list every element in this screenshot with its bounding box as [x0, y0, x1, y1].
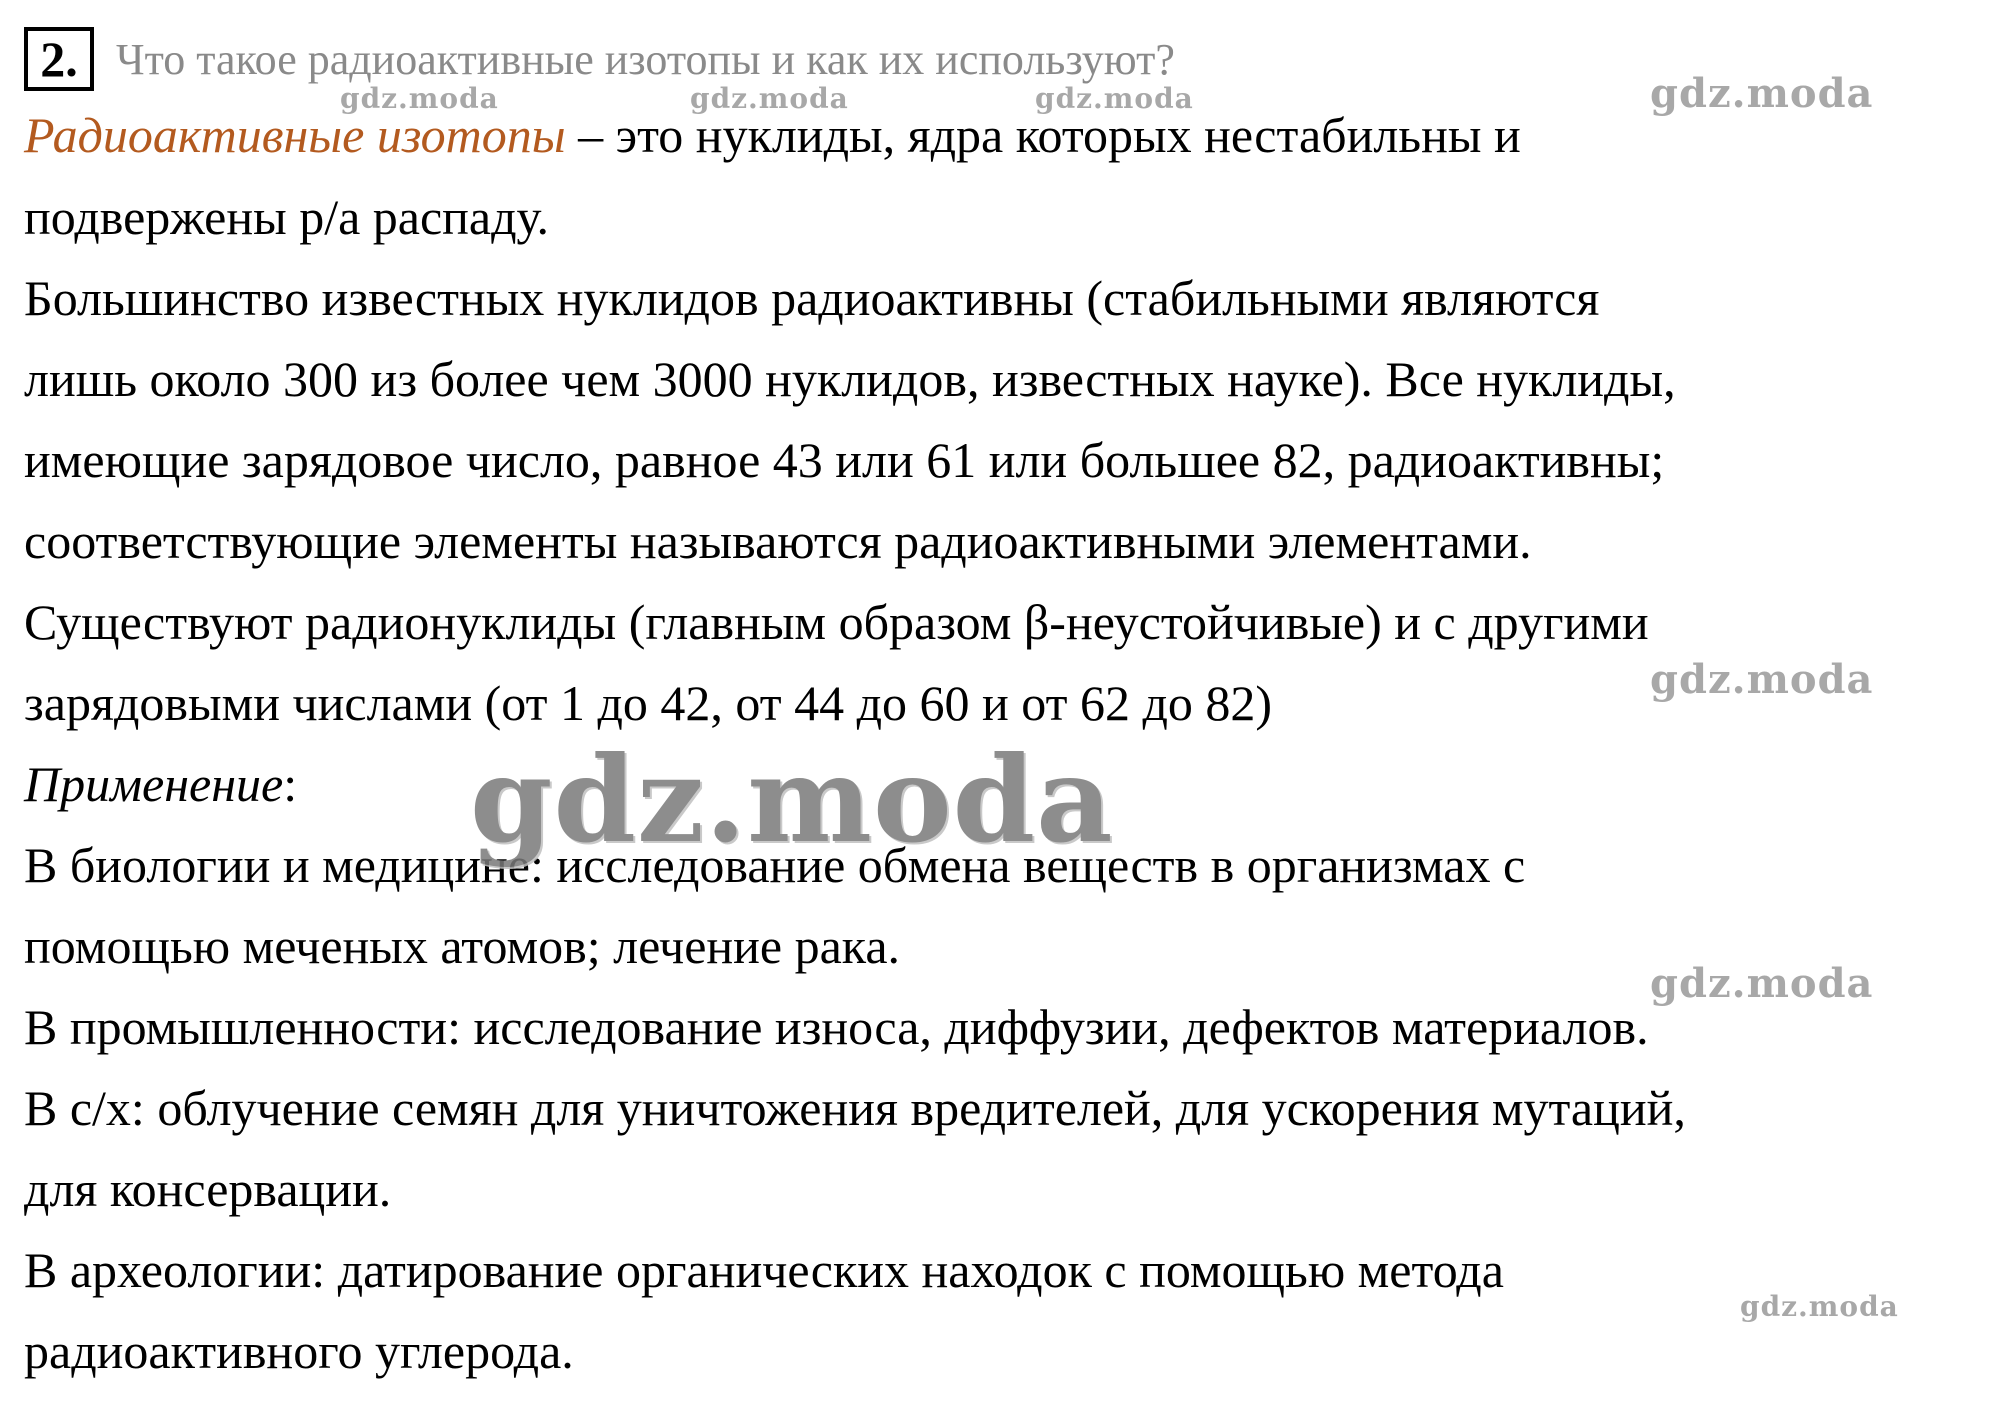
answer-line-3: Большинство известных нуклидов радиоактивны (стабильными являются	[24, 270, 1600, 326]
answer-line-13: В с/х: облучение семян для уничтожения вредителей, для ускорения мутаций,	[24, 1080, 1686, 1136]
question-number: 2.	[24, 27, 94, 91]
watermark-large: gdz.moda	[470, 730, 1114, 869]
answer-line-11: помощью меченых атомов; лечение рака.	[24, 918, 901, 974]
definition-text: – это нуклиды, ядра которых нестабильны и	[565, 107, 1521, 163]
answer-line-2: подвержены р/а распаду.	[24, 189, 550, 245]
answer-line-4: лишь около 300 из более чем 3000 нуклидов, известных науке). Все нуклиды,	[24, 351, 1676, 407]
answer-line-10: В биологии и медицине: исследование обмена веществ в организмах с	[24, 837, 1526, 893]
watermark: gdz.moda	[1035, 82, 1194, 115]
answer-line-6: соответствующие элементы называются радиоактивными элементами.	[24, 513, 1532, 569]
watermark: gdz.moda	[340, 82, 499, 115]
question-text: Что такое радиоактивные изотопы и как их используют?	[116, 34, 1175, 84]
answer-line-12: В промышленности: исследование износа, диффузии, дефектов материалов.	[24, 999, 1649, 1055]
application-heading	[24, 756, 298, 812]
question-header	[24, 24, 1175, 94]
answer-line-5: имеющие зарядовое число, равное 43 или 61 или большее 82, радиоактивны;	[24, 432, 1665, 488]
answer-line-8: зарядовыми числами (от 1 до 42, от 44 до 60 и от 62 до 82)	[24, 675, 1273, 731]
watermark: gdz.moda	[1650, 70, 1874, 117]
application-colon: :	[283, 756, 298, 812]
definition-term: Радиоактивные изотопы	[24, 107, 566, 163]
watermark: gdz.moda	[690, 82, 849, 115]
watermark: gdz.moda	[1650, 960, 1874, 1007]
answer-line-16: радиоактивного углерода.	[24, 1323, 574, 1379]
watermark: gdz.moda	[1650, 656, 1874, 703]
watermark: gdz.moda	[1740, 1290, 1899, 1323]
answer-line-1	[24, 107, 1521, 163]
answer-line-14: для консервации.	[24, 1161, 392, 1217]
application-label: Применение	[24, 756, 284, 812]
answer-line-7: Существуют радионуклиды (главным образом β-неустойчивые) и с другими	[24, 594, 1649, 650]
answer-line-15: В археологии: датирование органических находок с помощью метода	[24, 1242, 1504, 1298]
